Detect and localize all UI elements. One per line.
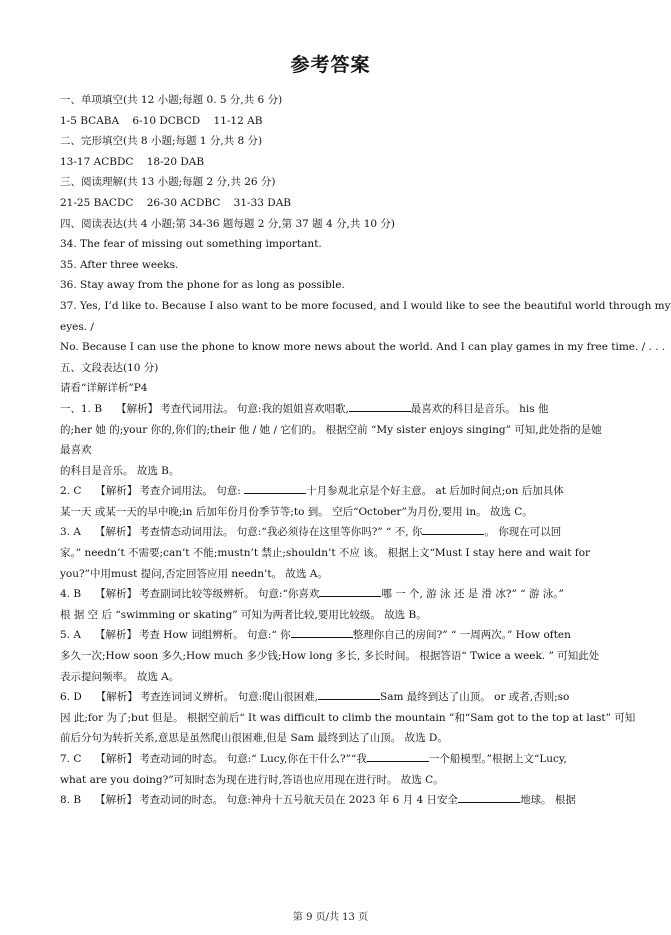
section-5-header: 五、文段表达(10 分) bbox=[60, 361, 159, 374]
explanation-5-line-2: 多久一次;How soon 多久;How much 多少钱;How long 多长, 多长时间。 根据答语“ Twice a week. ” 可知此处 bbox=[60, 650, 600, 663]
section-5-note: 请看“详解详析”P4 bbox=[60, 382, 148, 395]
section-1-header: 一、单项填空(共 12 小题;每题 0. 5 分,共 6 分) bbox=[60, 94, 283, 106]
explanation-3: 3. A 【解析】 考查情态动词用法。 句意:“我必须待在这里等你吗?” “ 不, 你 。 你现在可以回 bbox=[60, 526, 562, 539]
answer-blank bbox=[244, 483, 306, 494]
explanation-6-line-2: 因 此;for 为了;but 但是。 根据空前后“ It was difficult to climb the mountain ”和“Sam got to the top at last” 可知 bbox=[60, 711, 636, 724]
question-number: 2. C bbox=[60, 485, 82, 498]
explanation-1: 一、1. B 【解析】 考查代词用法。 句意:我的姐姐喜欢唱歌, 最喜欢的科目是音乐。 his 他 bbox=[60, 402, 549, 415]
analysis-tag: 【解析】 bbox=[95, 691, 138, 704]
question-number: 7. C bbox=[60, 753, 82, 765]
explanation-1-line-3: 最喜欢 bbox=[60, 444, 92, 457]
explanation-1-line-4: 的科目是音乐。 故选 B。 bbox=[60, 464, 180, 477]
analysis-tag: 【解析】 bbox=[95, 485, 138, 498]
question-number: 8. B bbox=[60, 794, 82, 807]
answer-34: 34. The fear of missing out something important. bbox=[60, 238, 322, 251]
explanation-4-line-2: 根 据 空 后 “swimming or skating” 可知为两者比较,要用比较级。 故选 B。 bbox=[60, 608, 427, 621]
analysis-tag: 【解析】 bbox=[94, 526, 137, 539]
explanation-3-line-3: you?”中用must 提问,否定回答应用 needn’t。 故选 A。 bbox=[60, 567, 328, 580]
answer-35: 35. After three weeks. bbox=[60, 258, 179, 271]
explanation-1-line-2: 的;her 她 的;your 你的,你们的;their 他 / 她 / 它们的。 根据空前 “My sister enjoys singing” 可知,此处指的是她 bbox=[60, 423, 602, 436]
explanation-5-line-3: 表示提问频率。 故选 A。 bbox=[60, 670, 180, 683]
analysis-tag: 【解析】 bbox=[94, 629, 137, 642]
answer-37-line-3: No. Because I can use the phone to know more news about the world. And I can play games in my free time. / . . . bbox=[60, 341, 666, 354]
question-number: 6. D bbox=[60, 691, 82, 704]
analysis-tag: 【解析】 bbox=[116, 402, 159, 415]
answer-blank bbox=[319, 586, 381, 597]
explanation-3-line-2: 家。” needn’t 不需要;can’t 不能;mustn’t 禁止;shouldn’t 不应 该。 根据上文“Must I stay here and wait for bbox=[60, 547, 591, 560]
section-2-answers: 13-17 ACBDC 18-20 DAB bbox=[60, 155, 205, 168]
answer-key-body bbox=[60, 90, 671, 811]
question-number: 4. B bbox=[60, 588, 82, 601]
answer-blank bbox=[349, 401, 411, 412]
page-title: 参考答案 bbox=[290, 54, 371, 76]
answer-blank bbox=[422, 524, 484, 535]
page-footer: 第 9 页/共 13 页 bbox=[292, 912, 369, 923]
answer-blank bbox=[367, 751, 429, 762]
question-number: 一、1. B bbox=[60, 402, 103, 415]
section-1-answers: 1-5 BCABA 6-10 DCBCD 11-12 AB bbox=[60, 114, 263, 127]
explanation-6: 6. D 【解析】 考查连词词义辨析。 句意:爬山很困难, Sam 最终到达了山顶。 or 或者,否则;so bbox=[60, 691, 570, 704]
answer-36: 36. Stay away from the phone for as long as possible. bbox=[60, 279, 345, 292]
question-number: 3. A bbox=[60, 526, 81, 539]
answer-37-line-2: eyes. / bbox=[60, 320, 94, 333]
explanation-2: 2. C 【解析】 考查介词用法。 句意: 十月参观北京是个好主意。 at 后加时间点;on 后加具体 bbox=[60, 485, 564, 498]
explanation-8: 8. B 【解析】 考查动词的时态。 句意:神舟十五号航天员在 2023 年 6 月 4 日安全 地球。 根据 bbox=[60, 794, 576, 807]
section-3-answers: 21-25 BACDC 26-30 ACDBC 31-33 DAB bbox=[60, 196, 292, 209]
answer-blank bbox=[291, 627, 353, 638]
analysis-tag: 【解析】 bbox=[95, 588, 138, 601]
analysis-tag: 【解析】 bbox=[95, 753, 138, 765]
answer-blank bbox=[318, 689, 380, 700]
explanation-5: 5. A 【解析】 考查 How 词组辨析。 句意:“ 你 整理你自己的房间?” “ 一周两次。” How often bbox=[60, 629, 571, 642]
question-number: 5. A bbox=[60, 629, 81, 642]
explanation-2-line-2: 某一天 或某一天的早中晚;in 后加年份月份季节等;to 到。 空后“October”为月份,要用 in。 故选 C。 bbox=[60, 505, 533, 518]
explanation-7: 7. C 【解析】 考查动词的时态。 句意:“ Lucy,你在干什么?”“我 一个船模型。”根据上文“Lucy, bbox=[60, 753, 567, 765]
explanation-6-line-3: 前后分句为转折关系,意思是虽然爬山很困难,但是 Sam 最终到达了山顶。 故选 D。 bbox=[60, 732, 448, 745]
section-3-header: 三、阅读理解(共 13 小题;每题 2 分,共 26 分) bbox=[60, 176, 276, 189]
answer-blank bbox=[458, 792, 520, 803]
explanation-4: 4. B 【解析】 考查副词比较等级辨析。 句意:“你喜欢 哪 一 个, 游 泳 还 是 滑 冰?” “ 游 泳。” bbox=[60, 588, 564, 601]
explanation-7-line-2: what are you doing?”可知时态为现在进行时,答语也应用现在进行时。 故选 C。 bbox=[60, 773, 444, 786]
analysis-tag: 【解析】 bbox=[95, 794, 138, 807]
section-2-header: 二、完形填空(共 8 小题;每题 1 分,共 8 分) bbox=[60, 135, 263, 148]
answer-37-line-1: 37. Yes, I’d like to. Because I also want to be more focused, and I would like to see the beautiful world through my bbox=[60, 299, 671, 312]
section-4-header: 四、阅读表达(共 4 小题;第 34-36 题每题 2 分,第 37 题 4 分,共 10 分) bbox=[60, 217, 395, 230]
